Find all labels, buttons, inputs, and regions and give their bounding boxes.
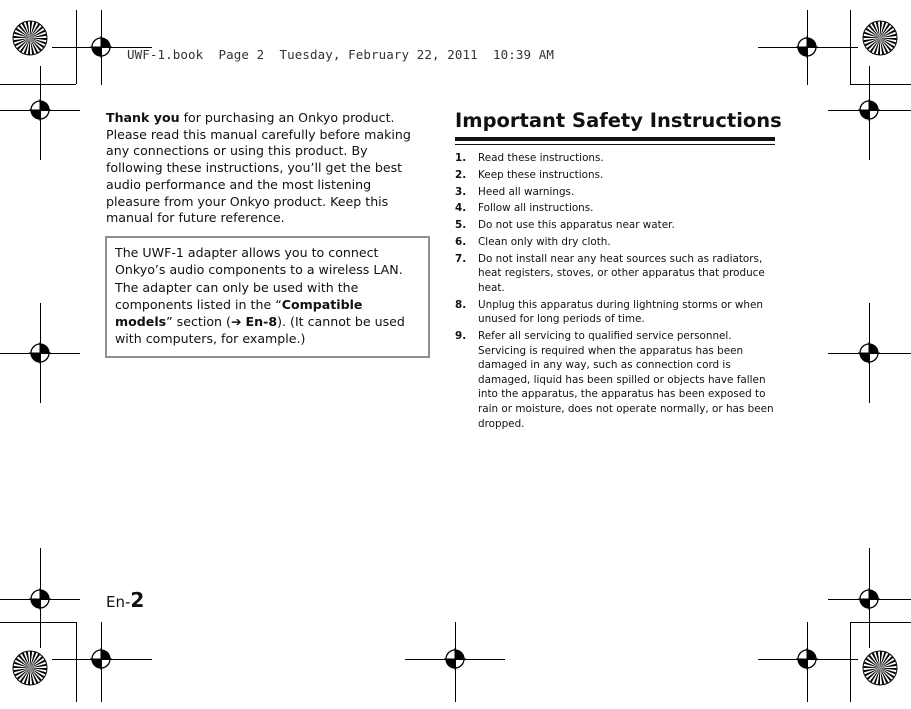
- registration-mark-icon: [858, 342, 880, 364]
- item-number: 8.: [455, 298, 467, 311]
- item-number: 9.: [455, 330, 467, 343]
- crop-line: [850, 622, 911, 623]
- item-text: Do not install near any heat sources such as radiators, heat registers, stoves, or other apparatus that produce heat.: [478, 252, 765, 294]
- intro-lead: Thank you: [106, 110, 180, 125]
- note-box: [105, 236, 430, 358]
- registration-mark-icon: [90, 36, 112, 58]
- arrow-right-icon: ➔: [230, 313, 242, 329]
- item-number: 6.: [455, 235, 467, 248]
- compatible-models-ref: Compatible models: [115, 297, 363, 329]
- item-text: Follow all instructions.: [478, 202, 594, 215]
- item-text: Clean only with dry cloth.: [478, 235, 611, 248]
- star-target-icon: [12, 20, 48, 56]
- item-text: Heed all warnings.: [478, 185, 575, 198]
- crop-line: [76, 622, 77, 702]
- intro-paragraph: [106, 110, 428, 227]
- list-item: [455, 151, 777, 166]
- note-paragraph-1: The UWF-1 adapter allows you to connect Onkyo’s audio components to a wireless LAN.: [115, 245, 403, 277]
- registration-mark-icon: [858, 588, 880, 610]
- book-slug: UWF-1.book Page 2 Tuesday, February 22, 2011 10:39 AM: [127, 47, 555, 62]
- item-text: Unplug this apparatus during lightning storms or when unused for long periods of time.: [478, 298, 763, 326]
- registration-mark-icon: [29, 588, 51, 610]
- crop-line: [0, 622, 76, 623]
- item-number: 7.: [455, 252, 467, 265]
- crop-line: [850, 622, 851, 702]
- list-item: [455, 168, 777, 183]
- item-text: Refer all servicing to qualified service personnel. Servicing is required when the apparatus has been damaged in any way, such as connection cord is damaged, liquid has been spilled or objects have fallen into the apparatus, the apparatus has been exposed to rain or moisture, does not operate normally, or has been dropped.: [478, 330, 774, 430]
- registration-mark-icon: [29, 99, 51, 121]
- list-item: [455, 218, 777, 233]
- title-rule: [455, 137, 775, 141]
- title-rule: [455, 144, 775, 145]
- item-text: Read these instructions.: [478, 152, 604, 164]
- note-text: The adapter can only be used with the components listed in the “: [115, 280, 359, 313]
- registration-mark-icon: [90, 648, 112, 670]
- item-number: 2.: [455, 168, 467, 181]
- star-target-icon: [862, 650, 898, 686]
- list-item: [455, 298, 777, 327]
- item-number: 3.: [455, 185, 467, 198]
- list-item: [455, 201, 777, 216]
- safety-instructions-list: [455, 151, 777, 433]
- item-number: 5.: [455, 219, 467, 232]
- page-number-value: 2: [130, 588, 145, 612]
- registration-mark-icon: [796, 36, 818, 58]
- page-reference-link[interactable]: En-8: [245, 313, 278, 329]
- list-item: [455, 235, 777, 250]
- crop-line: [850, 84, 911, 85]
- star-target-icon: [12, 650, 48, 686]
- registration-mark-icon: [29, 342, 51, 364]
- list-item: [455, 185, 777, 200]
- registration-mark-icon: [796, 648, 818, 670]
- page-number-prefix: En-: [106, 593, 131, 611]
- star-target-icon: [862, 20, 898, 56]
- item-number: 4.: [455, 202, 467, 215]
- intro-body: for purchasing an Onkyo product. Please read this manual carefully before making any connections or using this product. By following these instructions, you’ll get the best audio performance and the most listening pleasure from your Onkyo product. Keep this manual for future reference.: [106, 110, 411, 226]
- page-number: [106, 588, 144, 612]
- note-text: ). (It cannot be used with computers, for example.): [115, 313, 405, 346]
- list-item: [455, 329, 777, 431]
- section-title: Important Safety Instructions: [455, 109, 782, 132]
- note-paragraph-2: [115, 280, 418, 347]
- crop-line: [0, 84, 76, 85]
- list-item: [455, 252, 777, 296]
- item-text: Do not use this apparatus near water.: [478, 219, 675, 232]
- note-text: ” section (: [166, 313, 231, 329]
- registration-mark-icon: [858, 99, 880, 121]
- item-text: Keep these instructions.: [478, 168, 604, 181]
- item-number: 1.: [455, 152, 467, 164]
- registration-mark-icon: [444, 648, 466, 670]
